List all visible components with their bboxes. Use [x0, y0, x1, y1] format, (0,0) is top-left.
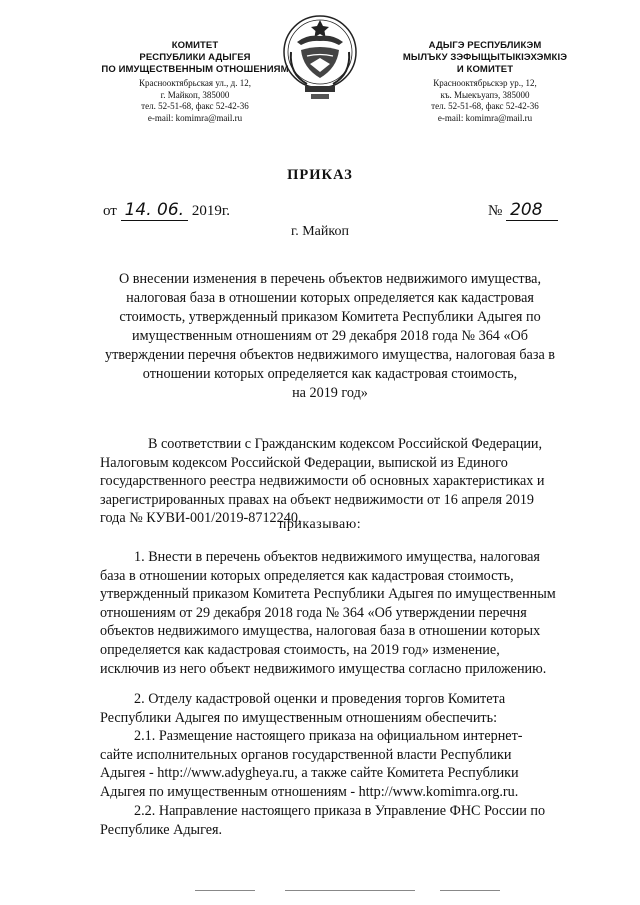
right-address-line: тел. 52-51-68, факс 52-42-36	[431, 101, 539, 111]
header-right-block	[380, 40, 590, 124]
document-date	[103, 200, 230, 221]
right-address-line: къ. Мыекъуапэ, 385000	[440, 89, 530, 100]
coat-of-arms-emblem-icon	[281, 12, 359, 102]
item-1-line: утвержденный приказом Комитета Республики Адыгея по имущественным	[100, 586, 556, 603]
item-2-1-line: 2.1. Размещение настоящего приказа на официальном интернет-	[134, 728, 523, 744]
subject-line: имущественным отношениям от 29 декабря 2018 года № 364 «Об	[131, 328, 528, 344]
date-prefix: от	[103, 203, 117, 219]
order-subject	[100, 270, 560, 403]
header-left-block	[80, 40, 310, 124]
footer-divider	[285, 890, 415, 891]
item-1-line: отношениям от 29 декабря 2018 года № 364 «Об утверждении перечня	[100, 604, 527, 621]
handwritten-date: 14. 06.	[121, 200, 188, 221]
right-org-line: МЫЛЪКУ ЗЭФЫЩЫТЫКІЭХЭМКІЭ	[402, 52, 568, 63]
item-1-paragraph	[100, 548, 570, 678]
date-year: 2019г.	[191, 203, 231, 219]
left-address-line: тел. 52-51-68, факс 52-42-36	[141, 101, 249, 111]
item-1-line: 1. Внести в перечень объектов недвижимого имущества, налоговая	[134, 549, 540, 565]
right-org-name	[380, 40, 590, 76]
item-2-line: Республики Адыгея по имущественным отношениям обеспечить:	[100, 709, 498, 726]
item-1-line: исключив из него объект недвижимого имущества согласно приложению.	[100, 660, 547, 677]
left-address	[80, 78, 310, 124]
item-2-line: 2. Отделу кадастровой оценки и проведения торгов Комитета	[134, 691, 506, 707]
item-2-2-paragraph	[100, 802, 570, 839]
left-email: e-mail: komimra@mail.ru	[147, 112, 243, 123]
right-address	[380, 78, 590, 124]
item-2-1-paragraph	[100, 727, 570, 801]
item-1-line: определяется как кадастровая стоимость, на 2019 год» изменение,	[100, 641, 500, 658]
left-address-line: г. Майкоп, 385000	[160, 89, 230, 100]
right-email: e-mail: komimra@mail.ru	[437, 112, 533, 123]
subject-line: налоговая база в отношении которых определяется как кадастровая	[126, 290, 534, 306]
subject-line: стоимость, утвержденный приказом Комитета Республики Адыгея по	[119, 309, 541, 325]
footer-divider	[195, 890, 255, 891]
subject-line: на 2019 год»	[292, 385, 368, 401]
document-number	[488, 200, 558, 221]
item-2-paragraph	[100, 690, 570, 727]
preamble-line: Налоговым кодексом Российской Федерации, выпиской из Единого	[100, 454, 508, 471]
item-1-line: база в отношении которых определяется как кадастровая стоимость,	[100, 567, 514, 584]
preamble-line: зарегистрированных правах на объект недвижимости от 16 апреля 2019	[100, 491, 535, 508]
item-2-1-line: Адыгея по имущественным отношениям - http://www.komimra.org.ru.	[100, 783, 519, 800]
preamble-line: В соответствии с Гражданским кодексом Российской Федерации,	[148, 436, 543, 452]
handwritten-number: 208	[506, 200, 558, 221]
item-1-line: объектов недвижимого имущества, налоговая база в отношении которых	[100, 623, 541, 640]
footer-divider	[440, 890, 500, 891]
subject-line: О внесении изменения в перечень объектов недвижимого имущества,	[119, 271, 541, 287]
document-title: ПРИКАЗ	[287, 167, 353, 183]
preamble-paragraph	[100, 435, 570, 528]
item-2-1-line: Адыгея - http://www.adygheya.ru, а также сайте Комитета Республики	[100, 765, 519, 782]
left-org-line: РЕСПУБЛИКИ АДЫГЕЯ	[139, 52, 251, 63]
item-2-2-line: Республике Адыгея.	[100, 821, 223, 838]
document-city: г. Майкоп	[291, 224, 349, 239]
subject-line: отношении которых определяется как кадастровая стоимость,	[142, 366, 518, 382]
right-org-line: АДЫГЭ РЕСПУБЛИКЭМ	[428, 40, 542, 51]
right-address-line: Краснооктябрьскэр ур., 12,	[433, 78, 537, 88]
item-2-1-line: сайте исполнительных органов государственной власти Республики	[100, 746, 512, 763]
preamble-line: года № КУВИ-001/2019-8712240,	[100, 510, 302, 527]
left-org-line: ПО ИМУЩЕСТВЕННЫМ ОТНОШЕНИЯМ	[101, 64, 289, 75]
left-org-name	[80, 40, 310, 76]
preamble-line: государственного реестра недвижимости об основных характеристиках и	[100, 473, 545, 490]
left-address-line: Краснооктябрьская ул., д. 12,	[139, 78, 251, 88]
item-2-2-line: 2.2. Направление настоящего приказа в Управление ФНС России по	[134, 803, 546, 819]
right-org-line: И КОМИТЕТ	[456, 64, 514, 75]
left-org-line: КОМИТЕТ	[171, 40, 219, 51]
subject-line: утверждении перечня объектов недвижимого имущества, налоговая база в	[104, 347, 556, 363]
number-sign: №	[488, 203, 503, 219]
order-directive: приказываю:	[278, 517, 362, 532]
